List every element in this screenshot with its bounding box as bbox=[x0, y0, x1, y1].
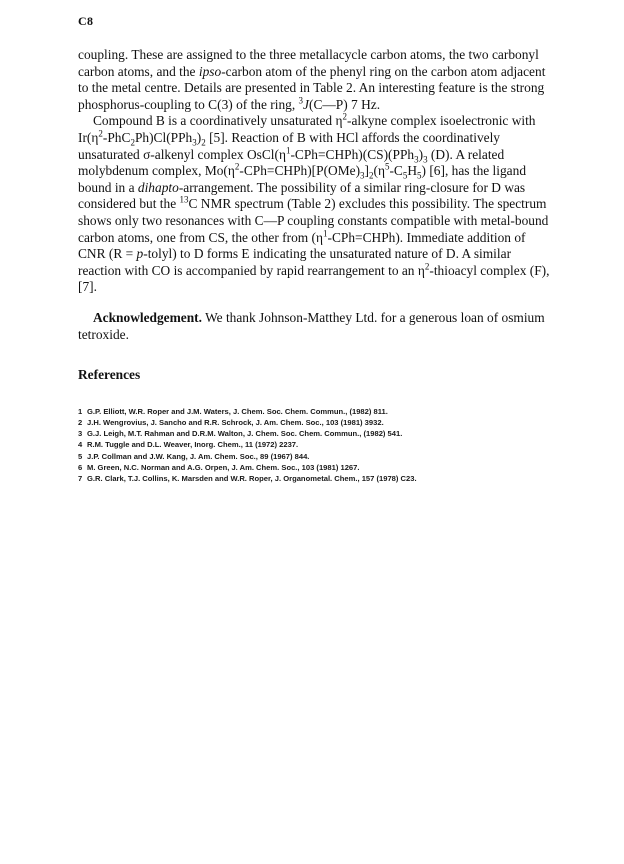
paragraph-coupling bbox=[78, 47, 550, 113]
text-segment: 5 bbox=[417, 170, 422, 181]
text-segment: 13 bbox=[179, 194, 189, 205]
text-segment: 2 bbox=[369, 170, 374, 181]
reference-item bbox=[78, 451, 550, 462]
text-segment: (η bbox=[373, 163, 385, 179]
reference-text: R.M. Tuggle and D.L. Weaver, Inorg. Chem., 11 (1972) 2237. bbox=[87, 440, 299, 450]
text-segment: J bbox=[303, 96, 309, 112]
reference-text: G.R. Clark, T.J. Collins, K. Marsden and W.R. Roper, J. Organometal. Chem., 157 (1978) C23. bbox=[87, 473, 417, 483]
reference-number: 4 bbox=[78, 440, 83, 450]
text-segment: -alkyne complex isoelectronic with Ir(η bbox=[78, 113, 536, 145]
text-segment: [5]. Reaction of B with HCl affords the coordinatively unsaturated σ-alkenyl complex OsCl(η bbox=[78, 129, 500, 162]
text-segment: 1 bbox=[323, 228, 328, 239]
text-segment: ipso bbox=[198, 63, 222, 79]
text-segment: -C bbox=[389, 163, 403, 179]
text-segment: 2 bbox=[201, 137, 206, 148]
text-segment: dihapto bbox=[137, 179, 179, 195]
paragraph-compound-b bbox=[78, 113, 550, 296]
text-segment: H bbox=[407, 163, 418, 179]
acknowledgement bbox=[78, 310, 550, 343]
reference-number: 3 bbox=[78, 429, 83, 439]
text-segment: 5 bbox=[402, 170, 408, 181]
reference-text: G.J. Leigh, M.T. Rahman and D.R.M. Walton, J. Chem. Soc. Chem. Commun., (1982) 541. bbox=[87, 429, 403, 439]
text-segment: 2 bbox=[130, 137, 135, 148]
text-segment: ] bbox=[364, 163, 369, 179]
acknowledgement-label: Acknowledgement. bbox=[93, 309, 202, 325]
text-segment: -CPh=CHPh). Immediate addition of CNR (R = bbox=[78, 229, 526, 262]
text-segment: (C—P) 7 Hz. bbox=[309, 96, 381, 112]
text-segment: 2 bbox=[342, 111, 347, 122]
text-segment: 2 bbox=[424, 261, 430, 272]
text-segment: ) [6], has the ligand bound in a bbox=[78, 163, 527, 195]
text-segment: 2 bbox=[234, 161, 240, 172]
text-segment: Ph)Cl(PPh bbox=[134, 129, 193, 145]
text-segment: 5 bbox=[384, 161, 390, 172]
text-segment: -tolyl) to D forms E indicating the unsaturated nature of D. A similar reaction with CO is accompanied by rapid rearrangement to an η bbox=[78, 246, 512, 278]
text-segment: -thioacyl complex (F), [7]. bbox=[78, 262, 550, 295]
reference-number: 5 bbox=[78, 451, 83, 461]
reference-number: 2 bbox=[78, 417, 83, 427]
text-segment: ) bbox=[196, 129, 202, 145]
text-segment: 2 bbox=[98, 128, 103, 139]
reference-text: M. Green, N.C. Norman and A.G. Orpen, J. Am. Chem. Soc., 103 (1981) 1267. bbox=[87, 462, 360, 472]
reference-item bbox=[78, 439, 550, 450]
text-segment: 3 bbox=[423, 154, 428, 165]
reference-text: J.P. Collman and J.W. Kang, J. Am. Chem. Soc., 89 (1967) 844. bbox=[87, 451, 310, 461]
reference-number: 1 bbox=[78, 406, 83, 416]
reference-item bbox=[78, 473, 550, 484]
reference-text: J.H. Wengrovius, J. Sancho and R.R. Schrock, J. Am. Chem. Soc., 103 (1981) 3932. bbox=[87, 417, 384, 427]
reference-item bbox=[78, 428, 550, 439]
text-segment: 3 bbox=[192, 137, 197, 148]
text-segment: 1 bbox=[285, 145, 291, 156]
reference-item bbox=[78, 417, 550, 428]
references-heading: References bbox=[78, 367, 141, 383]
reference-text: G.P. Elliott, W.R. Roper and J.M. Waters, J. Chem. Soc. Chem. Commun., (1982) 811. bbox=[87, 406, 388, 416]
text-segment: 3 bbox=[298, 95, 304, 106]
page-number: C8 bbox=[78, 14, 94, 28]
text-segment: 3 bbox=[360, 170, 365, 181]
text-segment: ) bbox=[418, 146, 424, 162]
text-segment: -arrangement. The possibility of a similar ring-closure for D was considered but the bbox=[78, 179, 526, 212]
text-segment: Compound B is a coordinatively unsaturated η bbox=[93, 113, 343, 129]
text-segment: -CPh=CHPh)(CS)(PPh bbox=[290, 146, 415, 162]
text-segment: 3 bbox=[414, 154, 419, 165]
reference-item bbox=[78, 406, 550, 417]
text-segment: coupling. These are assigned to the three metallacycle carbon atoms, the two carbonyl carbon atoms, and the bbox=[78, 47, 539, 79]
reference-list bbox=[78, 406, 550, 484]
acknowledgement-text: We thank Johnson-Matthey Ltd. for a generous loan of osmium tetroxide. bbox=[78, 309, 545, 342]
reference-item bbox=[78, 462, 550, 473]
text-segment: p bbox=[136, 246, 144, 262]
article-body bbox=[78, 47, 550, 484]
reference-number: 6 bbox=[78, 462, 83, 472]
text-segment: -carbon atom of the phenyl ring on the carbon atom adjacent to the metal centre. Details are presented in Table 2. An interesting feature is the strong phosphorus-coupling to C(3) of the ring, bbox=[78, 63, 546, 112]
text-segment: -PhC bbox=[102, 129, 131, 145]
reference-number: 7 bbox=[78, 473, 83, 483]
text-segment: -CPh=CHPh)[P(OMe) bbox=[239, 163, 361, 179]
text-segment: C NMR spectrum (Table 2) excludes this possibility. The spectrum shows only two resonances with C—P coupling constants compatible with metal-bound carbon atoms, one from CS, the other from (η bbox=[78, 196, 549, 245]
text-segment: (D). A related molybdenum complex, Mo(η bbox=[78, 146, 505, 179]
